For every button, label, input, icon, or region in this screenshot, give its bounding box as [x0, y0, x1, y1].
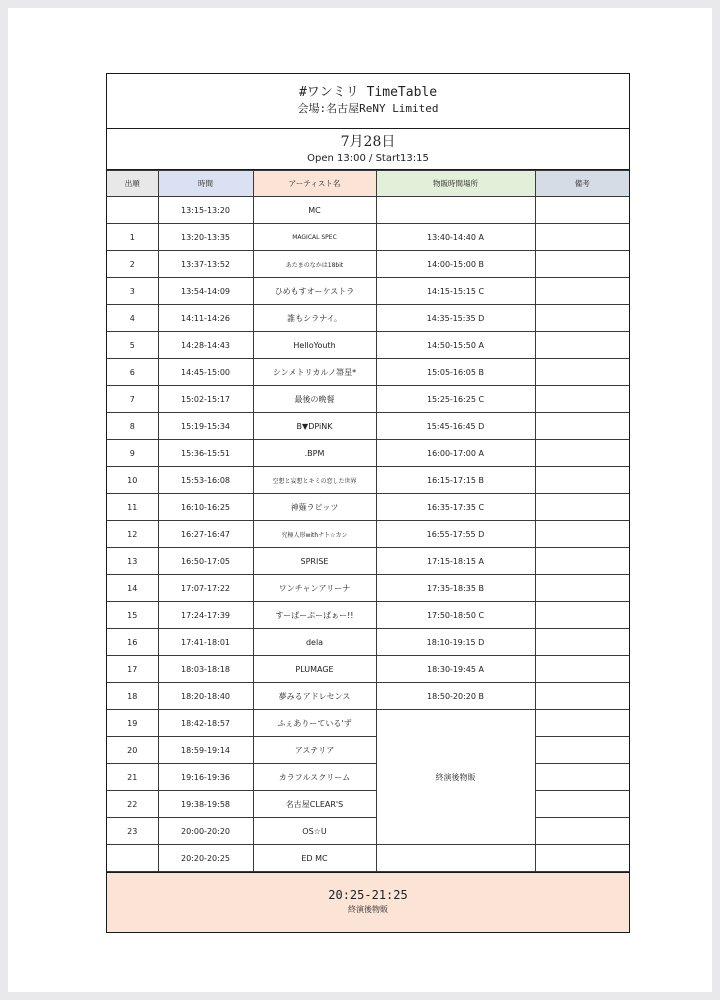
title-block [107, 74, 629, 129]
cell-merch [376, 845, 535, 872]
cell-artist: 最後の晩餐 [253, 386, 376, 413]
venue-label: 会場:名古屋ReNY Limited [297, 102, 439, 115]
cell-artist: SPRISE [253, 548, 376, 575]
cell-note [535, 845, 629, 872]
cell-artist: ひめもすオーケストラ [253, 278, 376, 305]
cell-merch: 18:30-19:45 A [376, 656, 535, 683]
table-row [107, 440, 629, 467]
table-row [107, 251, 629, 278]
cell-artist: 空想と妄想とキミの恋した世界 [253, 467, 376, 494]
column-header-order: 出順 [107, 171, 158, 197]
table-row [107, 818, 629, 845]
column-header-time: 時間 [158, 171, 253, 197]
cell-order: 20 [107, 737, 158, 764]
cell-merch: 16:35-17:35 C [376, 494, 535, 521]
cell-note [535, 467, 629, 494]
cell-merch: 14:35-15:35 D [376, 305, 535, 332]
event-date: 7月28日 [340, 134, 396, 150]
table-row [107, 548, 629, 575]
cell-time: 14:11-14:26 [158, 305, 253, 332]
cell-note [535, 548, 629, 575]
cell-merch: 18:10-19:15 D [376, 629, 535, 656]
cell-artist: 誰もシラナイ。 [253, 305, 376, 332]
table-row [107, 413, 629, 440]
cell-artist: ふぇありーている'ず [253, 710, 376, 737]
cell-artist: MAGICAL SPEC [253, 224, 376, 251]
cell-artist: アステリア [253, 737, 376, 764]
cell-order: 8 [107, 413, 158, 440]
cell-order: 4 [107, 305, 158, 332]
timetable-sheet [106, 73, 630, 933]
cell-time: 13:54-14:09 [158, 278, 253, 305]
cell-time: 18:42-18:57 [158, 710, 253, 737]
cell-order: 2 [107, 251, 158, 278]
cell-time: 16:27-16:47 [158, 521, 253, 548]
cell-artist: B▼DPiNK [253, 413, 376, 440]
table-row [107, 521, 629, 548]
cell-order: 18 [107, 683, 158, 710]
cell-note [535, 494, 629, 521]
cell-order: 5 [107, 332, 158, 359]
table-row [107, 629, 629, 656]
column-header-note: 備考 [535, 171, 629, 197]
table-row [107, 791, 629, 818]
cell-note [535, 386, 629, 413]
table-row [107, 386, 629, 413]
cell-merch: 17:15-18:15 A [376, 548, 535, 575]
footer-block [107, 872, 629, 932]
table-row [107, 494, 629, 521]
table-row [107, 332, 629, 359]
cell-time: 18:03-18:18 [158, 656, 253, 683]
cell-order: 16 [107, 629, 158, 656]
cell-order: 22 [107, 791, 158, 818]
cell-merch: 16:55-17:55 D [376, 521, 535, 548]
cell-order: 1 [107, 224, 158, 251]
cell-merch: 16:15-17:15 B [376, 467, 535, 494]
footer-label: 終演後物販 [348, 905, 388, 914]
column-header-artist: アーティスト名 [253, 171, 376, 197]
cell-order: 10 [107, 467, 158, 494]
cell-note [535, 197, 629, 224]
table-row [107, 656, 629, 683]
cell-note [535, 521, 629, 548]
cell-order: 11 [107, 494, 158, 521]
cell-merch: 13:40-14:40 A [376, 224, 535, 251]
table-row [107, 764, 629, 791]
table-row [107, 737, 629, 764]
cell-merch: 14:50-15:50 A [376, 332, 535, 359]
cell-time: 15:36-15:51 [158, 440, 253, 467]
cell-artist: MC [253, 197, 376, 224]
cell-note [535, 791, 629, 818]
cell-note [535, 359, 629, 386]
cell-order: 7 [107, 386, 158, 413]
cell-time: 13:20-13:35 [158, 224, 253, 251]
cell-note [535, 764, 629, 791]
timetable [107, 170, 629, 872]
cell-merch: 15:25-16:25 C [376, 386, 535, 413]
cell-artist: ワンチャンアリーナ [253, 575, 376, 602]
cell-time: 16:10-16:25 [158, 494, 253, 521]
cell-time: 17:24-17:39 [158, 602, 253, 629]
table-row [107, 197, 629, 224]
cell-order: 17 [107, 656, 158, 683]
cell-merch: 17:50-18:50 C [376, 602, 535, 629]
table-row [107, 467, 629, 494]
event-title: #ワンミリ TimeTable [298, 85, 438, 100]
cell-merch: 16:00-17:00 A [376, 440, 535, 467]
date-block [107, 129, 629, 170]
cell-merch: 14:15-15:15 C [376, 278, 535, 305]
cell-time: 14:28-14:43 [158, 332, 253, 359]
cell-order: 14 [107, 575, 158, 602]
cell-note [535, 737, 629, 764]
table-row [107, 224, 629, 251]
cell-order: 3 [107, 278, 158, 305]
cell-artist: あたまのなかは18bit [253, 251, 376, 278]
cell-artist: シンメトリカルノ箒星* [253, 359, 376, 386]
cell-note [535, 251, 629, 278]
cell-artist: カラフルスクリーム [253, 764, 376, 791]
cell-time: 18:20-18:40 [158, 683, 253, 710]
cell-time: 15:19-15:34 [158, 413, 253, 440]
open-start-time: Open 13:00 / Start13:15 [307, 153, 429, 164]
cell-time: 19:38-19:58 [158, 791, 253, 818]
cell-note [535, 305, 629, 332]
cell-order [107, 197, 158, 224]
cell-order: 15 [107, 602, 158, 629]
cell-merch [376, 197, 535, 224]
cell-note [535, 710, 629, 737]
cell-note [535, 656, 629, 683]
cell-time: 17:07-17:22 [158, 575, 253, 602]
cell-merch: 14:00-15:00 B [376, 251, 535, 278]
table-row [107, 710, 629, 737]
cell-artist: dela [253, 629, 376, 656]
cell-time: 15:53-16:08 [158, 467, 253, 494]
cell-note [535, 575, 629, 602]
cell-artist: 夢みるアドレセンス [253, 683, 376, 710]
cell-merch: 15:05-16:05 B [376, 359, 535, 386]
table-row [107, 278, 629, 305]
cell-time: 20:00-20:20 [158, 818, 253, 845]
cell-note [535, 440, 629, 467]
cell-note [535, 224, 629, 251]
cell-time: 20:20-20:25 [158, 845, 253, 872]
cell-time: 16:50-17:05 [158, 548, 253, 575]
cell-time: 18:59-19:14 [158, 737, 253, 764]
cell-artist: ED MC [253, 845, 376, 872]
cell-artist: PLUMAGE [253, 656, 376, 683]
cell-order: 6 [107, 359, 158, 386]
cell-artist: すーぱーぷーぱぁー!! [253, 602, 376, 629]
table-row [107, 845, 629, 872]
cell-order: 19 [107, 710, 158, 737]
cell-time: 13:37-13:52 [158, 251, 253, 278]
cell-artist: HelloYouth [253, 332, 376, 359]
cell-artist: 名古屋CLEAR'S [253, 791, 376, 818]
table-row [107, 683, 629, 710]
table-row [107, 602, 629, 629]
cell-time: 17:41-18:01 [158, 629, 253, 656]
table-row [107, 575, 629, 602]
cell-time: 19:16-19:36 [158, 764, 253, 791]
cell-merch: 18:50-20:20 B [376, 683, 535, 710]
cell-order: 9 [107, 440, 158, 467]
cell-order: 12 [107, 521, 158, 548]
cell-note [535, 332, 629, 359]
cell-order: 21 [107, 764, 158, 791]
cell-artist: .BPM [253, 440, 376, 467]
column-header-merch: 物販時間場所 [376, 171, 535, 197]
cell-time: 14:45-15:00 [158, 359, 253, 386]
footer-time: 20:25-21:25 [328, 888, 408, 902]
document-page [8, 8, 712, 992]
cell-merch: 15:45-16:45 D [376, 413, 535, 440]
cell-artist: 究極人形withナト☆カン [253, 521, 376, 548]
timetable-body [107, 197, 629, 872]
cell-note [535, 413, 629, 440]
cell-order: 13 [107, 548, 158, 575]
cell-note [535, 818, 629, 845]
cell-merch: 17:35-18:35 B [376, 575, 535, 602]
cell-order: 23 [107, 818, 158, 845]
table-row [107, 359, 629, 386]
cell-note [535, 683, 629, 710]
cell-artist: 神薙ラビッツ [253, 494, 376, 521]
cell-time: 15:02-15:17 [158, 386, 253, 413]
cell-artist: OS☆U [253, 818, 376, 845]
cell-note [535, 278, 629, 305]
cell-note [535, 629, 629, 656]
cell-order [107, 845, 158, 872]
table-row [107, 305, 629, 332]
header-row [107, 171, 629, 197]
cell-merch-merged: 終演後物販 [376, 710, 535, 845]
cell-note [535, 602, 629, 629]
cell-time: 13:15-13:20 [158, 197, 253, 224]
